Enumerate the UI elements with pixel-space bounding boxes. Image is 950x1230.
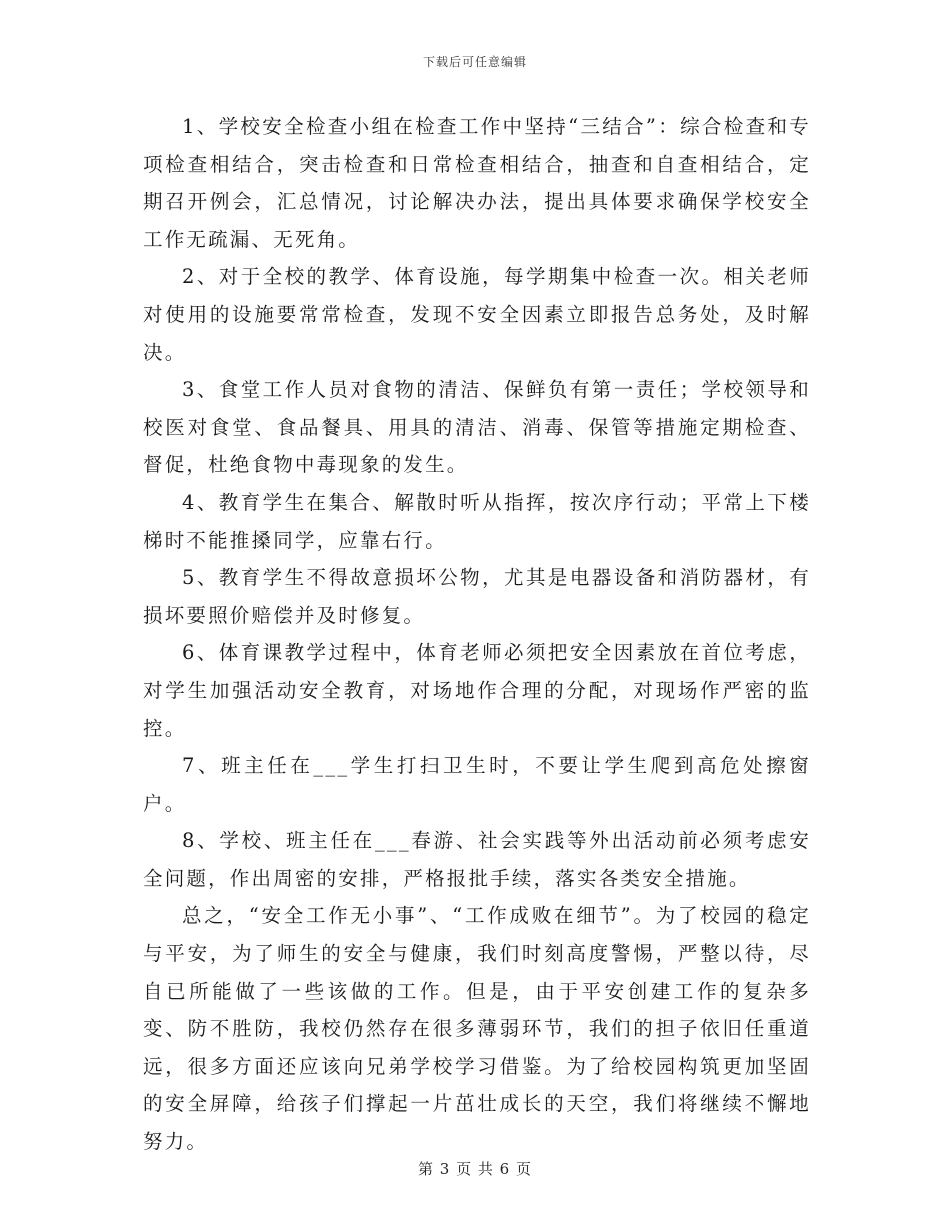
- paragraph-item-2: 2、对于全校的教学、体育设施，每学期集中检查一次。相关老师对使用的设施要常常检查，发现不安全因素立即报告总务处，及时解决。: [143, 265, 811, 364]
- page-number-footer: 第 3 页 共 6 页: [418, 1160, 532, 1178]
- paragraph-item-4: 4、教育学生在集合、解散时听从指挥，按次序行动；平常上下楼梯时不能推搡同学，应靠右行。: [143, 490, 811, 552]
- document-body: [143, 108, 811, 1161]
- paragraph-item-8: 8、学校、班主任在___春游、社会实践等外出活动前必须考虑安全问题，作出周密的安排，严格报批手续，落实各类安全措施。: [143, 829, 811, 890]
- page-header-note: 下载后可任意编辑: [422, 55, 527, 69]
- paragraph-item-6: 6、体育课教学过程中，体育老师必须把安全因素放在首位考虑，对学生加强活动安全教育，对场地作合理的分配，对现场作严密的监控。: [143, 641, 811, 740]
- paragraph-item-5: 5、教育学生不得故意损坏公物，尤其是电器设备和消防器材，有损坏要照价赔偿并及时修复。: [143, 566, 811, 627]
- paragraph-item-1: 1、学校安全检查小组在检查工作中坚持“三结合”：综合检查和专项检查相结合，突击检查和日常检查相结合，抽查和自查相结合，定期召开例会，汇总情况，讨论解决办法，提出具体要求确保学校安全工作无疏漏、无死角。: [143, 115, 811, 251]
- paragraph-item-3: 3、食堂工作人员对食物的清洁、保鲜负有第一责任；学校领导和校医对食堂、食品餐具、用具的清洁、消毒、保管等措施定期检查、督促，杜绝食物中毒现象的发生。: [143, 378, 811, 477]
- paragraph-summary: 总之，“安全工作无小事”、“工作成败在细节”。为了校园的稳定与平安，为了师生的安全与健康，我们时刻高度警惕，严整以待，尽自已所能做了一些该做的工作。但是，由于平安创建工作的复杂多变、防不胜防，我校仍然存在很多薄弱环节，我们的担子依旧任重道远，很多方面还应该向兄弟学校学习借鉴。为了给校园构筑更加坚固的安全屏障，给孩子们撑起一片茁壮成长的天空，我们将继续不懈地努力。: [143, 904, 811, 1154]
- paragraph-item-7: 7、班主任在___学生打扫卫生时，不要让学生爬到高危处擦窗户。: [143, 754, 811, 815]
